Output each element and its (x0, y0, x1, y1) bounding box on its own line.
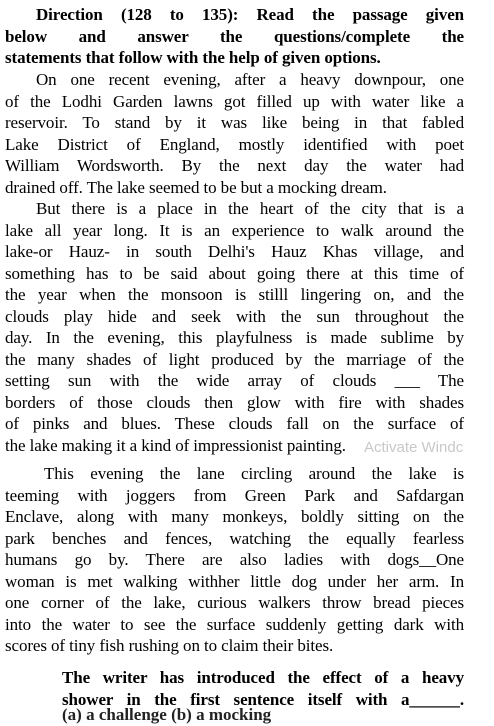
para3-line-9: scores of tiny fish rushing on to claim their bites. (5, 636, 334, 655)
para2-line-9: setting sun with the wide array of clouds ___ The (5, 371, 464, 390)
para1-line-3: reservoir. To stand by it was like being in that fabled (5, 113, 464, 132)
para3-line-2: teeming with joggers from Green Park and Safdargan (5, 485, 464, 505)
direction-line-3: statements that follow with the help of given options. (5, 48, 381, 67)
para1-line-5: William Wordsworth. By the next day the water had (5, 156, 464, 175)
direction-line-2: below and answer the questions/complete the (5, 26, 464, 46)
para2-line-7: day. In the evening, this playfulness is made sublime by (5, 328, 464, 347)
para2-line-4: something has to be said about going there at this time of (5, 263, 464, 283)
para2-line-3: lake-or Hauz- in south Delhi's Hauz Khas village, and (5, 242, 464, 261)
para3-line-6: woman is met walking withher little dog under her arm. In (5, 571, 464, 591)
para2-line-6: clouds play hide and seek with the sun throughout the (5, 306, 464, 326)
question-line-2: shower in the first sentence itself with a______. (62, 689, 464, 709)
para1-line-1: On one recent evening, after a heavy downpour, one (36, 70, 464, 89)
direction-line-1: Direction (128 to 135): Read the passage given (36, 5, 464, 24)
para1-line-4: Lake District of England, mostly identified with poet (5, 134, 464, 154)
para2-line-11: of pinks and blues. These clouds fall on the surface of (5, 414, 464, 433)
para1-line-2: of the Lodhi Garden lawns got filled up with water like a (5, 91, 464, 111)
activate-windows-watermark: Activate Windc (364, 439, 464, 456)
para3-line-4: park benches and fences, watching the equally fearless (5, 528, 464, 548)
para1-line-6: drained off. The lake seemed to be but a mocking dream. (5, 177, 387, 197)
para3-line-1: This evening the lane circling around the lake is (44, 464, 464, 483)
para2-line-1: But there is a place in the heart of the city that is a (36, 199, 464, 218)
para2-line-5: the year when the monsoon is stilll lingering on, and the (5, 285, 464, 304)
para3-line-7: one corner of the lake, curious walkers throw bread pieces (5, 593, 464, 612)
para3-line-5: humans go by. There are also ladies with dogs__One (5, 550, 464, 569)
cut-off-options-text: (a) a challenge (b) a mocking (62, 705, 272, 724)
cut-off-options (62, 705, 472, 726)
para2-line-12: the lake making it a kind of impressionist painting. (5, 435, 346, 455)
para3-line-3: Enclave, along with many monkeys, boldly sitting on the (5, 507, 464, 526)
para2-line-8: the many shades of light produced by the marriage of the (5, 349, 464, 369)
question-line-1: The writer has introduced the effect of a heavy (62, 668, 464, 687)
para2-line-10: borders of those clouds then glow with fire with shades (5, 392, 464, 412)
para3-line-8: into the water to see the surface suddenly getting dark with (5, 614, 464, 634)
para2-line-2: lake all year long. It is an experience to walk around the (5, 220, 464, 240)
